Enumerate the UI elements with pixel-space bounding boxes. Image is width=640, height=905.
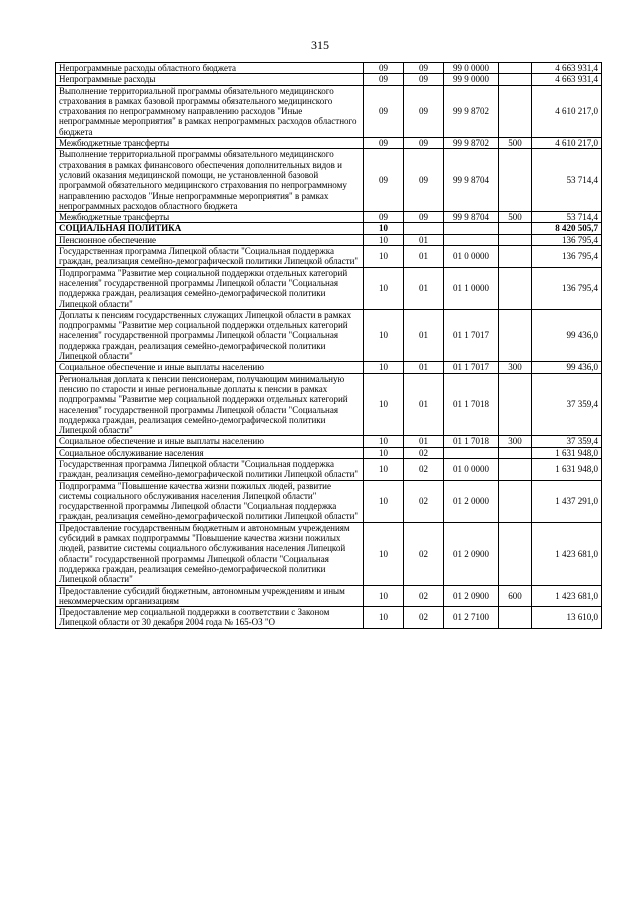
row-expense-type [499, 373, 532, 436]
row-subsection: 02 [404, 480, 444, 522]
row-section: 10 [364, 436, 404, 447]
row-expense-type [499, 63, 532, 74]
row-section: 10 [364, 458, 404, 480]
row-amount: 4 663 931,4 [532, 63, 602, 74]
table-row [56, 63, 602, 74]
row-subsection: 02 [404, 458, 444, 480]
table-row [56, 223, 602, 234]
row-subsection: 01 [404, 373, 444, 436]
row-target-code: 01 2 7100 [444, 607, 499, 629]
row-amount: 4 610 217,0 [532, 85, 602, 137]
row-amount: 4 663 931,4 [532, 74, 602, 85]
row-subsection: 01 [404, 436, 444, 447]
row-target-code: 01 0 0000 [444, 458, 499, 480]
row-name: Межбюджетные трансферты [56, 212, 364, 223]
row-name: Государственная программа Липецкой области "Социальная поддержка граждан, реализация семейно-демографической политики Липецкой области" [56, 246, 364, 268]
row-name: Непрограммные расходы [56, 74, 364, 85]
table-row [56, 85, 602, 137]
row-expense-type [499, 74, 532, 85]
row-target-code: 01 2 0000 [444, 480, 499, 522]
row-amount: 1 437 291,0 [532, 480, 602, 522]
row-section: 10 [364, 447, 404, 458]
row-expense-type [499, 246, 532, 268]
row-section: 10 [364, 362, 404, 373]
row-target-code [444, 223, 499, 234]
row-name: Предоставление субсидий бюджетным, автономным учреждениям и иным некоммерческим организациям [56, 585, 364, 607]
row-amount: 13 610,0 [532, 607, 602, 629]
row-expense-type [499, 149, 532, 212]
row-amount: 8 420 505,7 [532, 223, 602, 234]
row-expense-type [499, 85, 532, 137]
row-subsection: 09 [404, 85, 444, 137]
row-amount: 136 795,4 [532, 246, 602, 268]
row-target-code: 99 9 8704 [444, 149, 499, 212]
row-target-code: 99 9 0000 [444, 74, 499, 85]
table-row [56, 246, 602, 268]
row-expense-type [499, 234, 532, 245]
row-name: Подпрограмма "Повышение качества жизни пожилых людей, развитие системы социального обслуживания населения Липецкой области" государственной программы Липецкой области "Социальная поддержка граждан, реализация семейно-демографической политики Липецкой области" [56, 480, 364, 522]
row-amount: 1 631 948,0 [532, 447, 602, 458]
row-name: Социальное обслуживание населения [56, 447, 364, 458]
row-section: 09 [364, 212, 404, 223]
row-section: 10 [364, 223, 404, 234]
row-subsection: 02 [404, 522, 444, 585]
row-amount: 1 423 681,0 [532, 522, 602, 585]
row-target-code: 99 0 0000 [444, 63, 499, 74]
row-section: 09 [364, 63, 404, 74]
table-row [56, 480, 602, 522]
row-amount: 53 714,4 [532, 212, 602, 223]
table-row [56, 436, 602, 447]
row-name: СОЦИАЛЬНАЯ ПОЛИТИКА [56, 223, 364, 234]
row-subsection: 09 [404, 212, 444, 223]
row-section: 10 [364, 373, 404, 436]
budget-table [55, 62, 602, 629]
row-subsection: 09 [404, 74, 444, 85]
table-row [56, 373, 602, 436]
table-row [56, 267, 602, 309]
row-subsection: 01 [404, 267, 444, 309]
row-subsection: 02 [404, 447, 444, 458]
table-row [56, 149, 602, 212]
row-expense-type [499, 309, 532, 361]
row-target-code: 01 1 7018 [444, 436, 499, 447]
row-section: 09 [364, 74, 404, 85]
row-amount: 4 610 217,0 [532, 138, 602, 149]
row-target-code: 99 9 8702 [444, 138, 499, 149]
row-expense-type: 300 [499, 436, 532, 447]
table-row [56, 362, 602, 373]
table-row [56, 212, 602, 223]
row-section: 10 [364, 585, 404, 607]
row-section: 10 [364, 246, 404, 268]
row-name: Межбюджетные трансферты [56, 138, 364, 149]
row-subsection [404, 223, 444, 234]
row-section: 10 [364, 267, 404, 309]
row-expense-type: 500 [499, 212, 532, 223]
row-name: Социальное обеспечение и иные выплаты населению [56, 362, 364, 373]
row-amount: 99 436,0 [532, 362, 602, 373]
row-subsection: 09 [404, 63, 444, 74]
row-expense-type [499, 447, 532, 458]
row-subsection: 01 [404, 246, 444, 268]
row-target-code [444, 447, 499, 458]
table-row [56, 74, 602, 85]
row-subsection: 09 [404, 138, 444, 149]
row-target-code: 01 1 7017 [444, 309, 499, 361]
row-name: Региональная доплата к пенсии пенсионерам, получающим минимальную пенсию по старости и иные региональные доплаты к пенсии в рамках подпрограммы "Развитие мер социальной поддержки отдельных категорий населения" государственной программы Липецкой области "Социальная поддержка граждан, реализация семейно-демографической политики Липецкой области" [56, 373, 364, 436]
row-amount: 99 436,0 [532, 309, 602, 361]
row-amount: 37 359,4 [532, 373, 602, 436]
row-target-code: 01 1 7018 [444, 373, 499, 436]
table-row [56, 309, 602, 361]
table-row [56, 458, 602, 480]
row-target-code: 01 2 0900 [444, 522, 499, 585]
row-expense-type [499, 522, 532, 585]
row-section: 09 [364, 149, 404, 212]
row-subsection: 01 [404, 362, 444, 373]
table-row [56, 234, 602, 245]
row-section: 10 [364, 234, 404, 245]
row-amount: 1 423 681,0 [532, 585, 602, 607]
row-target-code: 01 1 7017 [444, 362, 499, 373]
row-amount: 53 714,4 [532, 149, 602, 212]
row-amount: 136 795,4 [532, 234, 602, 245]
row-section: 10 [364, 309, 404, 361]
table-row [56, 447, 602, 458]
row-name: Социальное обеспечение и иные выплаты населению [56, 436, 364, 447]
row-target-code [444, 234, 499, 245]
budget-table-body [56, 63, 602, 629]
row-name: Пенсионное обеспечение [56, 234, 364, 245]
row-target-code: 01 1 0000 [444, 267, 499, 309]
row-name: Доплаты к пенсиям государственных служащих Липецкой области в рамках подпрограммы "Развитие мер социальной поддержки отдельных категорий населения" государственной программы Липецкой области "Социальная поддержка граждан, реализация семейно-демографической политики Липецкой области" [56, 309, 364, 361]
table-row [56, 607, 602, 629]
row-name: Выполнение территориальной программы обязательного медицинского страхования в рамках базовой программы обязательного медицинского страхования по непрограммному направлению расходов "Иные непрограммные мероприятия" в рамках непрограммных расходов областного бюджета [56, 85, 364, 137]
table-row [56, 522, 602, 585]
row-expense-type [499, 223, 532, 234]
row-amount: 136 795,4 [532, 267, 602, 309]
row-expense-type: 300 [499, 362, 532, 373]
row-name: Предоставление государственным бюджетным и автономным учреждениям субсидий в рамках подпрограммы "Повышение качества жизни пожилых людей, развитие системы социального обслуживания населения Липецкой области" государственной программы Липецкой области "Социальная поддержка граждан, реализация семейно-демографической политики Липецкой области" [56, 522, 364, 585]
table-row [56, 585, 602, 607]
row-target-code: 99 9 8704 [444, 212, 499, 223]
row-subsection: 09 [404, 149, 444, 212]
row-name: Предоставление мер социальной поддержки в соответствии с Законом Липецкой области от 30 декабря 2004 года № 165-ОЗ "О [56, 607, 364, 629]
row-target-code: 99 9 8702 [444, 85, 499, 137]
row-subsection: 02 [404, 585, 444, 607]
row-target-code: 01 2 0900 [444, 585, 499, 607]
row-section: 09 [364, 85, 404, 137]
row-name: Государственная программа Липецкой области "Социальная поддержка граждан, реализация семейно-демографической политики Липецкой области" [56, 458, 364, 480]
table-row [56, 138, 602, 149]
row-section: 10 [364, 607, 404, 629]
row-expense-type: 500 [499, 138, 532, 149]
page-number: 315 [311, 38, 329, 52]
row-name: Выполнение территориальной программы обязательного медицинского страхования в рамках финансового обеспечения дополнительных видов и условий оказания медицинской помощи, не установленной базовой программой обязательного медицинского страхования по непрограммному направлению расходов "Иные непрограммные мероприятия" в рамках непрограммных расходов областного бюджета [56, 149, 364, 212]
row-amount: 1 631 948,0 [532, 458, 602, 480]
row-name: Непрограммные расходы областного бюджета [56, 63, 364, 74]
row-section: 09 [364, 138, 404, 149]
row-expense-type [499, 607, 532, 629]
row-section: 10 [364, 480, 404, 522]
row-subsection: 02 [404, 607, 444, 629]
row-subsection: 01 [404, 309, 444, 361]
row-expense-type [499, 480, 532, 522]
row-subsection: 01 [404, 234, 444, 245]
row-section: 10 [364, 522, 404, 585]
row-expense-type [499, 267, 532, 309]
row-target-code: 01 0 0000 [444, 246, 499, 268]
row-expense-type [499, 458, 532, 480]
row-amount: 37 359,4 [532, 436, 602, 447]
row-name: Подпрограмма "Развитие мер социальной поддержки отдельных категорий населения" государственной программы Липецкой области "Социальная поддержка граждан, реализация семейно-демографической политики Липецкой области" [56, 267, 364, 309]
row-expense-type: 600 [499, 585, 532, 607]
